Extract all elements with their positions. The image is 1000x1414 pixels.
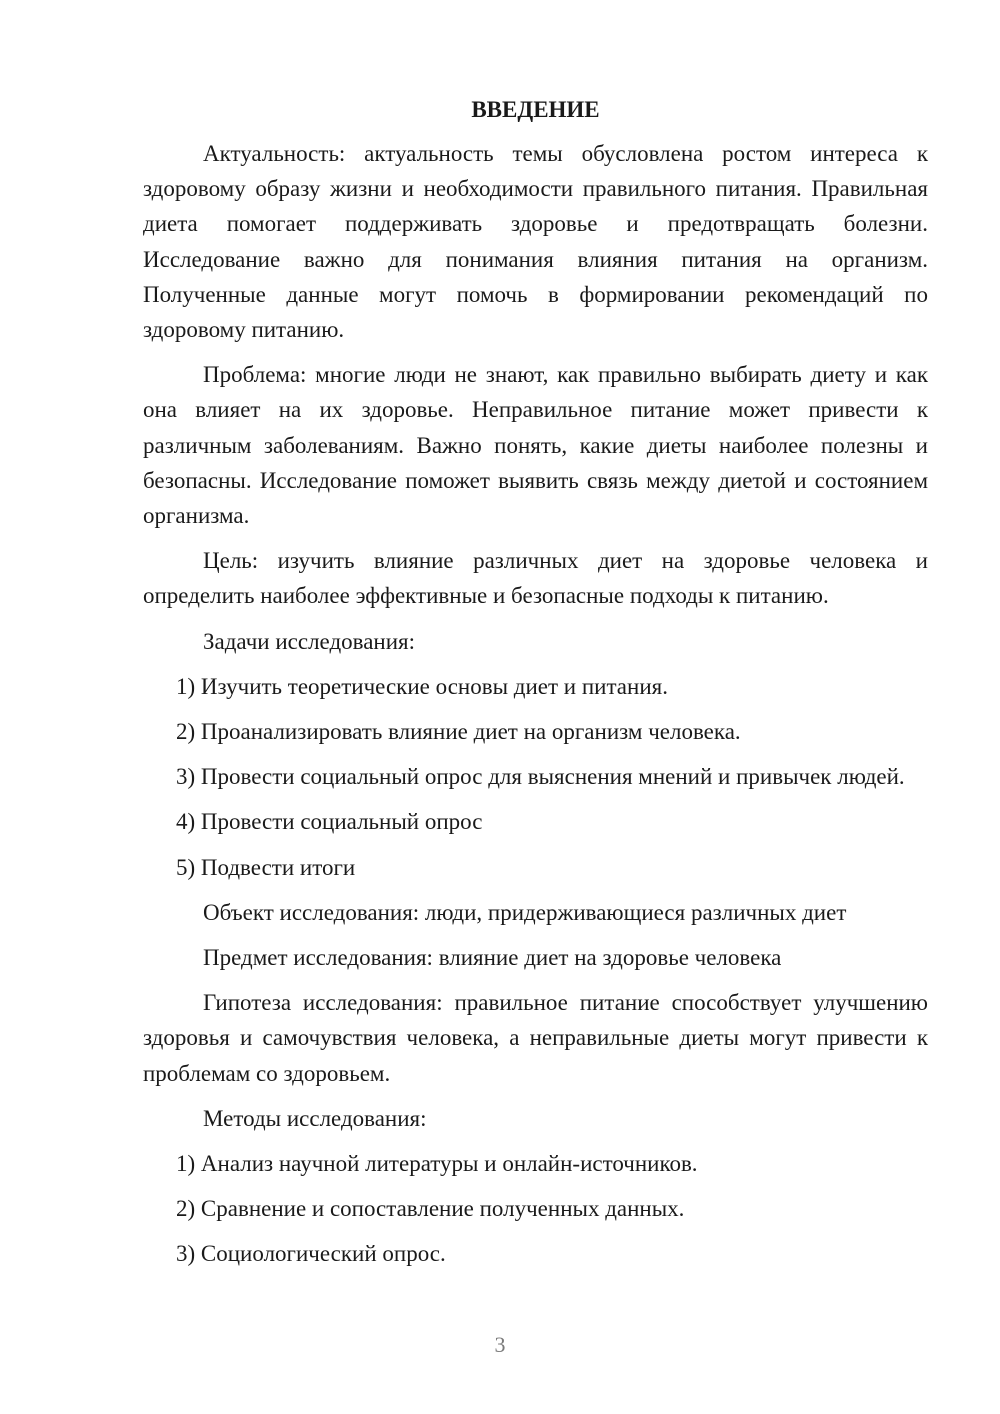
goal-paragraph: Цель: изучить влияние различных диет на здоровье человека и определить наиболее эффективные и безопасные подходы к питанию. — [143, 548, 928, 609]
task-item: 4) Провести социальный опрос — [176, 809, 483, 835]
methods-title: Методы исследования: — [203, 1105, 427, 1131]
page-number: 3 — [494, 1332, 506, 1357]
object-line: Объект исследования: люди, придерживающиеся различных диет — [203, 899, 847, 925]
hypothesis-paragraph: Гипотеза исследования: правильное питание способствует улучшению здоровья и самочувствия человека, а неправильные диеты могут привести к проблемам со здоровьем. — [143, 990, 928, 1086]
document-page — [143, 92, 928, 1282]
section-heading: ВВЕДЕНИЕ — [471, 97, 600, 122]
relevance-paragraph: Актуальность: актуальность темы обусловлена ростом интереса к здоровому образу жизни и необходимости правильного питания. Правильная диета помогает поддерживать здоровье и предотвращать болезни. Исследование важно для понимания влияния питания на организм. Полученные данные могут помочь в формировании рекомендаций по здоровому питанию. — [143, 141, 928, 343]
subject-line: Предмет исследования: влияние диет на здоровье человека — [203, 945, 782, 971]
method-item: 2) Сравнение и сопоставление полученных данных. — [176, 1196, 685, 1222]
problem-paragraph: Проблема: многие люди не знают, как правильно выбирать диету и как она влияет на их здоровье. Неправильное питание может привести к различным заболеваниям. Важно понять, какие диеты наиболее полезны и безопасны. Исследование поможет выявить связь между диетой и состоянием организма. — [143, 362, 928, 529]
task-item: 2) Проанализировать влияние диет на организм человека. — [176, 719, 741, 745]
task-item: 5) Подвести итоги — [176, 854, 356, 880]
tasks-title: Задачи исследования: — [203, 628, 416, 654]
method-item: 1) Анализ научной литературы и онлайн-источников. — [176, 1151, 698, 1177]
task-item: 1) Изучить теоретические основы диет и питания. — [176, 673, 668, 699]
task-item: 3) Провести социальный опрос для выяснения мнений и привычек людей. — [176, 764, 905, 790]
method-item: 3) Социологический опрос. — [176, 1241, 446, 1267]
